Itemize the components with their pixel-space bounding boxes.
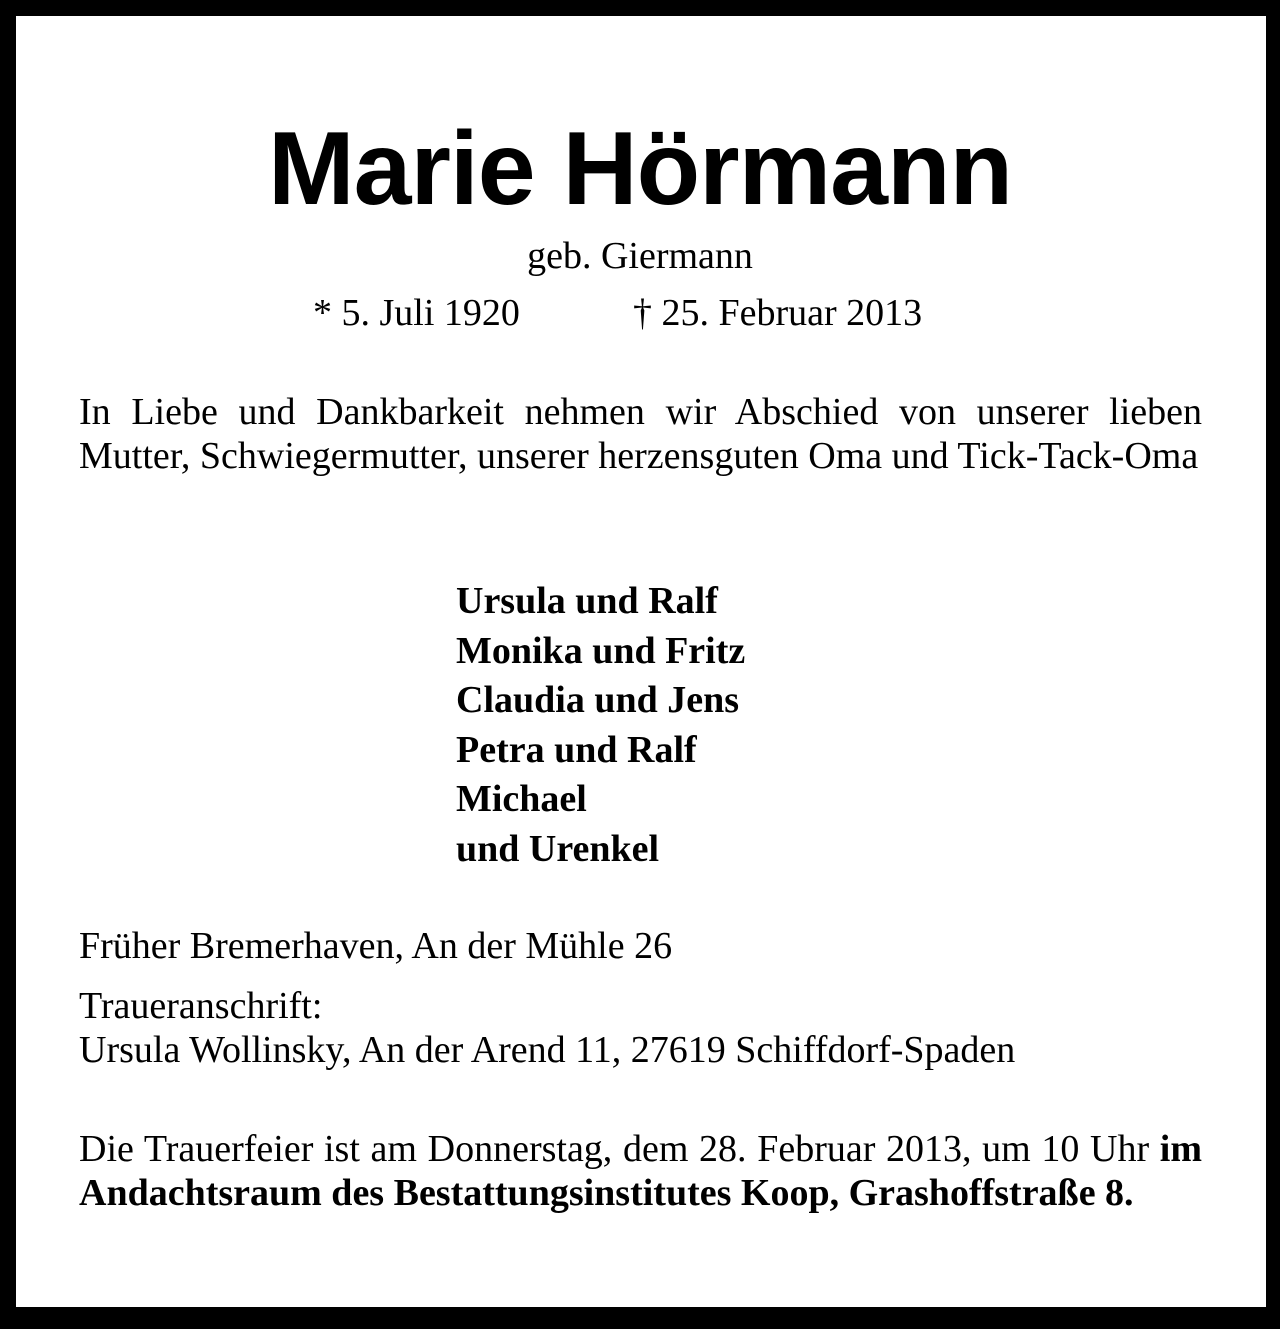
death-date: † 25. Februar 2013: [633, 292, 923, 334]
former-address: Früher Bremerhaven, An der Mühle 26: [79, 925, 673, 967]
mourning-address: Ursula Wollinsky, An der Arend 11, 27619 Schiffdorf-Spaden: [79, 1029, 1016, 1071]
intro-text: In Liebe und Dankbarkeit nehmen wir Abschied von unserer lieben Mutter, Schwiegermutter, unserer herzensguten Oma und Tick-Tack-Oma: [79, 391, 1202, 477]
service-location: im Andachtsraum des Bestattungsinstitutes Koop, Grashoffstraße 8.: [79, 1128, 1203, 1214]
family-list: [456, 577, 745, 874]
family-member: Petra und Ralf: [456, 728, 697, 771]
family-member: Claudia und Jens: [456, 679, 740, 721]
family-member: Michael: [456, 778, 587, 820]
deceased-name: Marie Hörmann: [267, 111, 1013, 227]
maiden-name: geb. Giermann: [527, 235, 753, 277]
birth-date: * 5. Juli 1920: [313, 292, 520, 334]
family-member: und Urenkel: [456, 827, 660, 870]
service-text: Die Trauerfeier ist am Donnerstag, dem 28. Februar 2013, um 10 Uhr: [79, 1128, 1150, 1170]
service-info: [79, 1127, 1202, 1215]
mourning-address-label: Traueranschrift:: [79, 985, 323, 1027]
family-member: Ursula und Ralf: [456, 580, 718, 622]
family-member: Monika und Fritz: [456, 629, 746, 672]
